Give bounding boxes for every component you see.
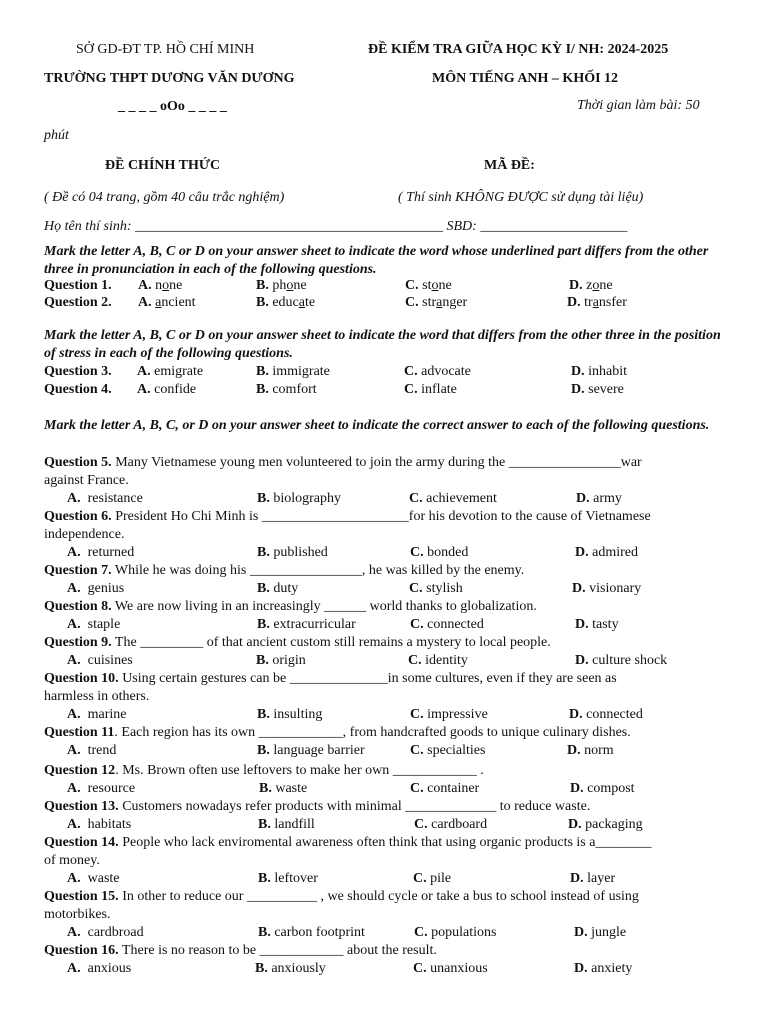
q3-option-d[interactable]: D. inhabit <box>571 364 628 379</box>
q11-option-b[interactable]: B. language barrier <box>257 743 365 758</box>
q9-option-d[interactable]: D. culture shock <box>575 653 668 668</box>
q16-option-b[interactable]: B. anxiously <box>255 961 326 976</box>
q15-option-d[interactable]: D. jungle <box>574 925 627 940</box>
q1-option-a[interactable]: A. none <box>138 278 183 293</box>
header-ornament: _ _ _ _ oOo _ _ _ _ <box>118 99 227 114</box>
q5-option-d[interactable]: D. army <box>576 491 622 506</box>
q6-option-a[interactable]: A. returned <box>67 545 135 560</box>
exam-code-label: MÃ ĐỀ: <box>484 158 535 173</box>
q10-option-a[interactable]: A. marine <box>67 707 127 722</box>
q7-option-b[interactable]: B. duty <box>257 581 299 596</box>
q9-option-a[interactable]: A. cuisines <box>67 653 133 668</box>
q11-option-d[interactable]: D. norm <box>567 743 614 758</box>
q1-option-b[interactable]: B. phone <box>256 278 307 293</box>
q14-option-a[interactable]: A. waste <box>67 871 120 886</box>
department-name: SỞ GD-ĐT TP. HỒ CHÍ MINH <box>76 42 255 57</box>
q12-option-c[interactable]: C. container <box>410 781 480 796</box>
time-limit: Thời gian làm bài: 50 <box>577 98 700 113</box>
q4-option-a[interactable]: A. confide <box>137 382 197 397</box>
question-5-cont: against France. <box>44 473 129 488</box>
q13-option-a[interactable]: A. habitats <box>67 817 132 832</box>
question-16: Question 16. There is no reason to be ____________ about the result. <box>44 943 437 958</box>
q8-option-b[interactable]: B. extracurricular <box>257 617 356 632</box>
q14-option-d[interactable]: D. layer <box>570 871 616 886</box>
q16-option-c[interactable]: C. unanxious <box>413 961 488 976</box>
q11-option-a[interactable]: A. trend <box>67 743 117 758</box>
question-7: Question 7. While he was doing his ________________, he was killed by the enemy. <box>44 563 525 578</box>
q3-option-a[interactable]: A. emigrate <box>137 364 204 379</box>
q5-option-a[interactable]: A. resistance <box>67 491 143 506</box>
q7-option-d[interactable]: D. visionary <box>572 581 642 596</box>
question-11: Question 11. Each region has its own ____________, from handcrafted goods to unique culinary dishes. <box>44 725 631 740</box>
q8-option-c[interactable]: C. connected <box>410 617 484 632</box>
question-6-cont: independence. <box>44 527 125 542</box>
q10-option-d[interactable]: D. connected <box>569 707 643 722</box>
q8-option-d[interactable]: D. tasty <box>575 617 619 632</box>
q15-option-b[interactable]: B. carbon footprint <box>258 925 365 940</box>
q7-option-c[interactable]: C. stylish <box>409 581 463 596</box>
question-14-cont: of money. <box>44 853 100 868</box>
question-15: Question 15. In other to reduce our __________ , we should cycle or take a bus to school instead of using <box>44 889 639 904</box>
q4-option-c[interactable]: C. inflate <box>404 382 457 397</box>
materials-note: ( Thí sinh KHÔNG ĐƯỢC sử dụng tài liệu) <box>398 190 644 205</box>
question-2: Question 2. <box>44 295 112 310</box>
question-3: Question 3. <box>44 364 112 379</box>
q12-option-d[interactable]: D. compost <box>570 781 635 796</box>
section3-instruction: Mark the letter A, B, C, or D on your answer sheet to indicate the correct answer to each of the following questions. <box>44 418 710 433</box>
q13-option-b[interactable]: B. landfill <box>258 817 315 832</box>
q2-option-d[interactable]: D. transfer <box>567 295 627 310</box>
q1-option-c[interactable]: C. stone <box>405 278 452 293</box>
q1-option-d[interactable]: D. zone <box>569 278 613 293</box>
question-12: Question 12. Ms. Brown often use leftovers to make her own ____________ . <box>44 763 484 778</box>
school-name: TRƯỜNG THPT DƯƠNG VĂN DƯƠNG <box>44 71 295 86</box>
question-4: Question 4. <box>44 382 112 397</box>
time-limit-unit: phút <box>44 128 69 143</box>
question-10: Question 10. Using certain gestures can be ______________in some cultures, even if they are seen as <box>44 671 617 686</box>
q5-option-c[interactable]: C. achievement <box>409 491 497 506</box>
official-label: ĐỀ CHÍNH THỨC <box>105 158 221 173</box>
q16-option-a[interactable]: A. anxious <box>67 961 132 976</box>
exam-title: ĐỀ KIỂM TRA GIỮA HỌC KỲ I/ NH: 2024-2025 <box>368 42 669 57</box>
q12-option-a[interactable]: A. resource <box>67 781 136 796</box>
q14-option-b[interactable]: B. leftover <box>258 871 318 886</box>
pages-note: ( Đề có 04 trang, gồm 40 câu trắc nghiệm) <box>44 190 285 205</box>
q4-option-b[interactable]: B. comfort <box>256 382 317 397</box>
q3-option-c[interactable]: C. advocate <box>404 364 471 379</box>
q6-option-d[interactable]: D. admired <box>575 545 638 560</box>
q7-option-a[interactable]: A. genius <box>67 581 125 596</box>
q13-option-c[interactable]: C. cardboard <box>414 817 488 832</box>
question-15-cont: motorbikes. <box>44 907 111 922</box>
q10-option-b[interactable]: B. insulting <box>257 707 323 722</box>
q9-option-b[interactable]: B. origin <box>256 653 306 668</box>
question-8: Question 8. We are now living in an increasingly ______ world thanks to globalization. <box>44 599 537 614</box>
q15-option-a[interactable]: A. cardbroad <box>67 925 144 940</box>
question-14: Question 14. People who lack enviromental awareness often think that using organic products is a________ <box>44 835 652 850</box>
section1-instruction: Mark the letter A, B, C or D on your answer sheet to indicate the word whose underlined part differs from the other three in pronunciation in each of the following questions. <box>44 244 709 277</box>
student-name-line: Họ tên thí sinh: ____________________________________________ SBD: _____________________ <box>44 219 628 234</box>
question-6: Question 6. President Ho Chi Minh is _____________________for his devotion to the cause of Vietnamese <box>44 509 651 524</box>
question-9: Question 9. The _________ of that ancient custom still remains a mystery to local people. <box>44 635 551 650</box>
q11-option-c[interactable]: C. specialties <box>410 743 486 758</box>
q10-option-c[interactable]: C. impressive <box>410 707 488 722</box>
q2-option-a[interactable]: A. ancient <box>138 295 196 310</box>
section2-instruction: Mark the letter A, B, C or D on your answer sheet to indicate the word that differs from the other three in the position of stress in each of the following questions. <box>44 328 721 361</box>
q5-option-b[interactable]: B. biolography <box>257 491 341 506</box>
q6-option-c[interactable]: C. bonded <box>410 545 469 560</box>
q9-option-c[interactable]: C. identity <box>408 653 468 668</box>
q15-option-c[interactable]: C. populations <box>414 925 497 940</box>
q3-option-b[interactable]: B. immigrate <box>256 364 330 379</box>
q8-option-a[interactable]: A. staple <box>67 617 121 632</box>
q12-option-b[interactable]: B. waste <box>259 781 308 796</box>
q2-option-c[interactable]: C. stranger <box>405 295 468 310</box>
q2-option-b[interactable]: B. educate <box>256 295 316 310</box>
q13-option-d[interactable]: D. packaging <box>568 817 643 832</box>
question-10-cont: harmless in others. <box>44 689 150 704</box>
question-5: Question 5. Many Vietnamese young men volunteered to join the army during the ________________war <box>44 455 642 470</box>
question-1: Question 1. <box>44 278 112 293</box>
question-13: Question 13. Customers nowadays refer products with minimal _____________ to reduce waste. <box>44 799 591 814</box>
subject-title: MÔN TIẾNG ANH – KHỐI 12 <box>432 71 619 86</box>
q16-option-d[interactable]: D. anxiety <box>574 961 633 976</box>
q4-option-d[interactable]: D. severe <box>571 382 624 397</box>
q14-option-c[interactable]: C. pile <box>413 871 452 886</box>
q6-option-b[interactable]: B. published <box>257 545 328 560</box>
